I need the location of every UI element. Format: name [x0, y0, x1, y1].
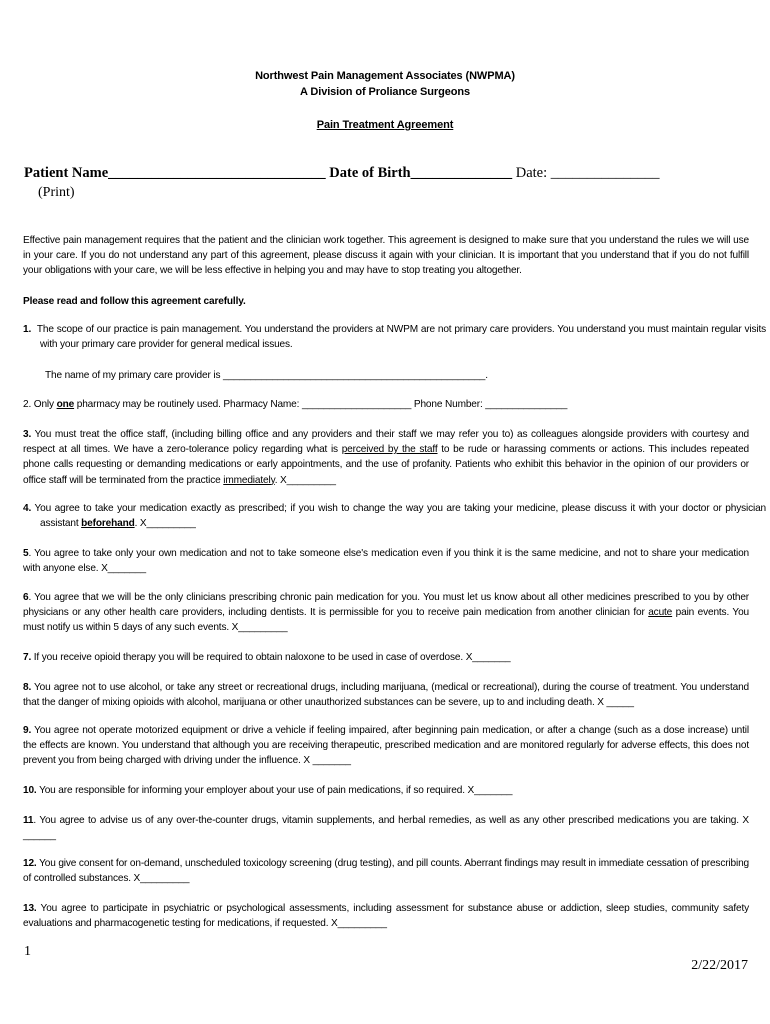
item-4 — [23, 501, 766, 531]
instruction-text: Please read and follow this agreement carefully. — [23, 296, 246, 307]
item-9 — [23, 723, 749, 769]
item-6-underline: acute — [648, 607, 673, 619]
date-field[interactable]: _______________ — [550, 165, 660, 181]
item-10 — [23, 783, 749, 798]
item-5 — [23, 546, 749, 576]
item-13-number: 13. — [23, 903, 37, 914]
item-3-underline-1: perceived by the staff — [341, 444, 438, 456]
item-13 — [23, 901, 749, 931]
item-8 — [23, 680, 749, 710]
item-4-post: . X_________ — [134, 518, 196, 530]
item-3-number: 3. — [23, 429, 32, 440]
item-11-text: . You agree to advise us of any over-the-counter drugs, vitamin supplements, and herbal remedies, as well as any other prescribed medications you are taking. X ______ — [23, 815, 749, 842]
patient-name-field[interactable]: ______________________________ — [108, 165, 326, 181]
item-6 — [23, 590, 749, 636]
patient-info-line — [24, 165, 660, 182]
item-6-number: 6 — [23, 592, 29, 603]
page-number: 1 — [24, 944, 31, 959]
item-7-number: 7. — [23, 652, 32, 663]
footer-date: 2/22/2017 — [691, 958, 748, 973]
item-1 — [23, 322, 766, 352]
instruction-wrap — [23, 294, 749, 309]
item-9-text: You agree not operate motorized equipment or drive a vehicle if feeling impaired, after beginning pain medication, or after a change (such as a dose increase) until the effects are known. You understand that although you are receiving therapeutic, prescribed medication and are monitored regularly for adverse effects, this does not prevent you from being charged with driving under the influence. X _______ — [23, 725, 749, 767]
pcp-line: The name of my primary care provider is ________________________________________________. — [45, 370, 488, 381]
item-11 — [23, 813, 749, 843]
dob-field[interactable]: ______________ — [410, 165, 513, 181]
item-4-number: 4. — [23, 503, 32, 514]
item-3-pre: You must treat the office staff, (including billing office and any providers and their staff we may refer you to) as colleagues alongside providers with courtesy and respect at all times. We have a zero-tolerance policy regarding what is — [23, 429, 749, 456]
item-2 — [23, 397, 749, 412]
item-7 — [23, 650, 749, 665]
item-13-text: You agree to participate in psychiatric or psychological assessments, including assessment for substance abuse or addiction, sleep studies, community safety evaluations and pharmacogenetic testing for medications, if requested. X_________ — [23, 903, 749, 930]
item-12 — [23, 856, 749, 886]
patient-name-label: Patient Name — [24, 165, 109, 181]
item-6-pre: . You agree that we will be the only clinicians prescribing chronic pain medication for you. You must let us know about all other medicines prescribed to you by other physicians or any other health care providers, including dentists. It is permissible for you to receive pain medication from another clinician for — [23, 592, 749, 619]
item-6-post: pain events. You must notify us within 5 days of any such events. X_________ — [23, 607, 749, 634]
item-12-text: You give consent for on-demand, unscheduled toxicology screening (drug testing), and pill counts. Aberrant findings may result in immediate cessation of prescribing of controlled substances. X_________ — [23, 858, 749, 885]
item-12-number: 12. — [23, 858, 37, 869]
date-label: Date: — [515, 165, 548, 181]
item-7-text: If you receive opioid therapy you will be required to obtain naloxone to be used in case of overdose. X_______ — [31, 652, 511, 663]
division-heading: A Division of Proliance Surgeons — [300, 86, 470, 98]
item-9-number: 9. — [23, 725, 32, 736]
item-5-number: 5 — [23, 548, 29, 559]
org-heading: Northwest Pain Management Associates (NWPMA) — [255, 70, 515, 82]
item-2-emph: one — [56, 399, 75, 410]
item-3-post: . X_________ — [274, 474, 336, 486]
item-10-text: You are responsible for informing your employer about your use of pain medications, if so required. X_______ — [36, 785, 513, 796]
item-4-emph: beforehand — [81, 518, 135, 530]
intro-paragraph: Effective pain management requires that the patient and the clinician work together. This agreement is designed to make sure that you understand the rules we will use in your care. If you do not understand any part of this agreement, please discuss it again with your clinician. It is important that you understand that if you do not fulfill your obligations with your care, we will be less effective in helping you and may have to stop treating you altogether. — [23, 235, 749, 277]
item-10-number: 10. — [23, 785, 37, 796]
document-title: Pain Treatment Agreement — [316, 119, 454, 131]
item-11-number: 11 — [23, 815, 34, 826]
item-3 — [23, 427, 749, 488]
item-1-number: 1. — [23, 324, 32, 335]
item-8-text: You agree not to use alcohol, or take any street or recreational drugs, including marijuana, (medical or recreational), during the course of treatment. You understand that the danger of mixing opioids with alcohol, marijuana or other unauthorized substances can be severe, up to and including death. X _____ — [23, 682, 749, 709]
item-1-text: The scope of our practice is pain management. You understand the providers at NWPM are not primary care providers. You understand you must maintain regular visits with your primary care provider for general medical issues. — [36, 324, 767, 351]
dob-label: Date of Birth — [329, 165, 411, 181]
item-3-mid: to be rude or harassing comments or actions. This includes repeated phone calls requesting or demanding medications or early appointments, and the use of profanity. Patients who exhibit this behavior in the opinion of our providers or office staff will be terminated from the practice — [23, 444, 750, 486]
item-3-underline-2: immediately — [223, 474, 275, 486]
item-2-pre: 2. Only — [23, 399, 57, 410]
item-5-text: . You agree to take only your own medication and not to take someone else's medication even if you think it is the same medicine, and not to share your medication with anyone else. X_______ — [23, 548, 749, 575]
item-4-pre: You agree to take your medication exactly as prescribed; if you wish to change the way you are taking your medicine, please discuss it with your doctor or physician assistant — [31, 503, 766, 530]
print-label: (Print) — [38, 185, 75, 200]
item-8-number: 8. — [23, 682, 32, 693]
title-wrap — [0, 119, 770, 131]
item-2-post: pharmacy may be routinely used. Pharmacy Name: ____________________ Phone Number: _______________ — [74, 399, 568, 410]
